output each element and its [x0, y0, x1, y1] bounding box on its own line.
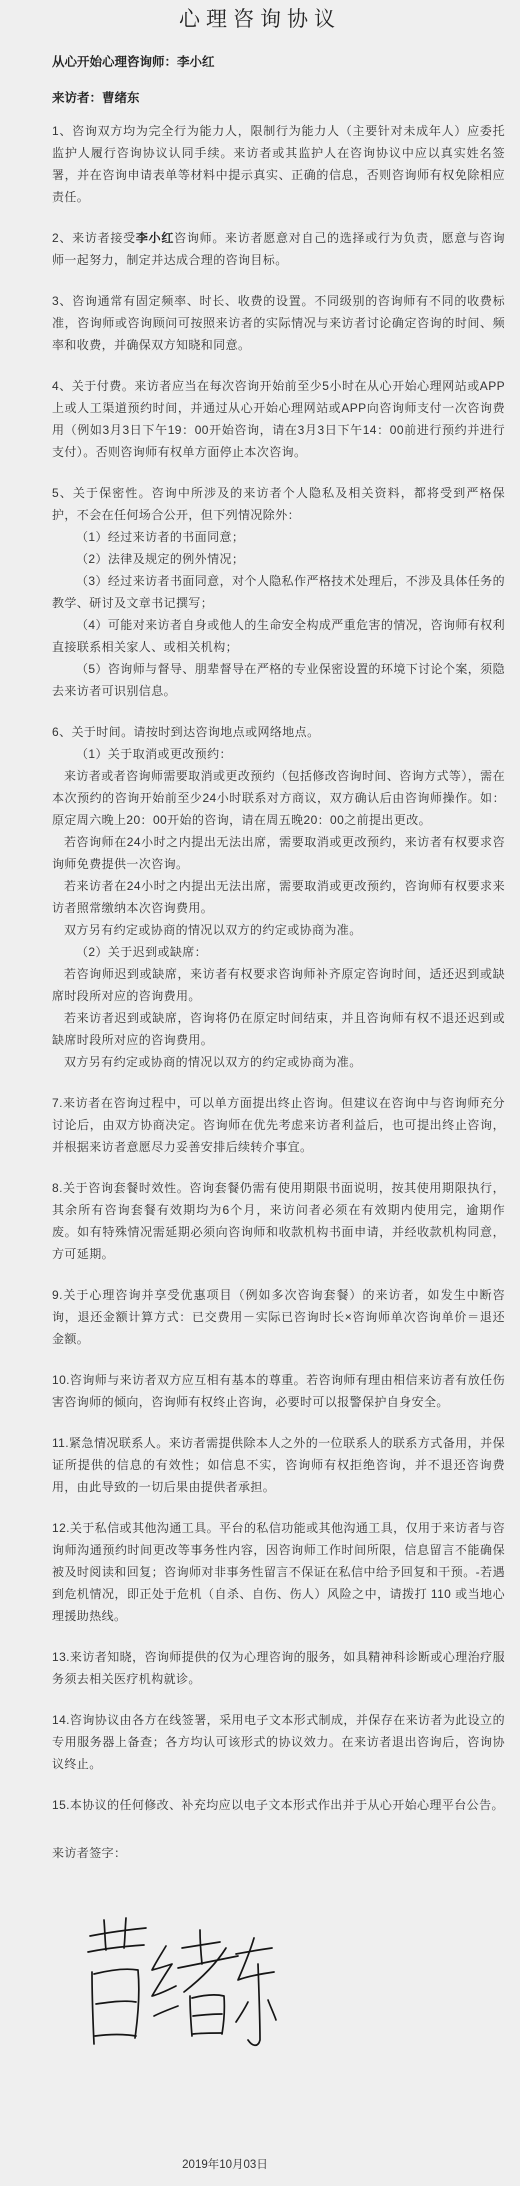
- signature-stroke: [154, 2006, 178, 2016]
- clause-text: 6、关于时间。请按时到达咨询地点或网络地点。: [52, 725, 320, 739]
- clause-text: 5、关于保密性。咨询中所涉及的来访者个人隐私及相关资料，都将受到严格保护，不会在任何场合公开，但下列情况除外：: [52, 486, 505, 522]
- subsection-paragraph: 若来访者迟到或缺席，咨询将仍在原定时间结束，并且咨询师有权不退还迟到或缺席时段所对应的咨询费用。: [52, 1011, 505, 1047]
- handwritten-signature: [80, 1912, 280, 2057]
- clause-text: 9.关于心理咨询并享受优惠项目（例如多次咨询套餐）的来访者，如发生中断咨询，退还金额计算方式：已交费用－实际已咨询时长×咨询师单次咨询单价＝退还金额。: [52, 1288, 505, 1346]
- signature-stroke: [268, 2000, 276, 2020]
- clause-5: [52, 482, 505, 702]
- signature-stroke: [124, 1918, 126, 1948]
- signature-stroke: [236, 2002, 248, 2022]
- clause-9: [52, 1284, 505, 1350]
- confidentiality-exception-2: （2）法律及规定的例外情况；: [76, 552, 245, 566]
- counselor-line: 从心开始心理咨询师：李小红: [52, 55, 215, 69]
- subsection-heading-late: （2）关于迟到或缺席：: [76, 945, 208, 959]
- clause-1: [52, 120, 505, 208]
- signature-stroke: [178, 1956, 238, 1968]
- clause-text: 3、咨询通常有固定频率、时长、收费的设置。不同级别的咨询师有不同的收费标准，咨询师或咨询顾问可按照来访者的实际情况与来访者讨论确定咨询的时间、频率和收费，并确保双方知晓和同意。: [52, 294, 505, 352]
- subsection-paragraph: 若咨询师在24小时之内提出无法出席，需要取消或更改预约，来访者有权要求咨询师免费提供一次咨询。: [52, 835, 505, 871]
- subsection-paragraph: 若来访者在24小时之内提出无法出席，需要取消或更改预约，咨询师有权要求来访者照常缴纳本次咨询费用。: [52, 879, 505, 915]
- clause-15: [52, 1794, 505, 1816]
- clause-text: 4、关于付费。来访者应当在每次咨询开始前至少5小时在从心开始心理网站或APP上或人工渠道预约时间，并通过从心开始心理网站或APP向咨询师支付一次咨询费用（例如3月3日下午19：00开始咨询，请在3月3日下午14：00前进行预约并进行支付）。否则咨询师有权单方面停止本次咨询。: [52, 379, 505, 459]
- signature-stroke: [92, 1972, 94, 2044]
- signature-stroke: [96, 2001, 136, 2004]
- clause-3: [52, 290, 505, 356]
- counselor-name: 李小红: [135, 231, 175, 245]
- signature-stroke: [90, 1928, 146, 1936]
- clause-10: [52, 1369, 505, 1413]
- clause-12: [52, 1517, 505, 1627]
- subsection-heading-cancel: （1）关于取消或更改预约：: [76, 747, 232, 761]
- confidentiality-exception-3: （3）经过来访者书面同意，对个人隐私作严格技术处理后，不涉及具体任务的教学、研讨及文章书记撰写；: [52, 574, 505, 610]
- clause-text: 10.咨询师与来访者双方应互相有基本的尊重。若咨询师有理由相信来访者有放任伤害咨询师的倾向，咨询师有权终止咨询，必要时可以报警保护自身安全。: [52, 1373, 505, 1409]
- clause-text: 7.来访者在咨询过程中，可以单方面提出终止咨询。但建议在咨询中与咨询师充分讨论后，由双方协商决定。咨询师在优先考虑来访者利益后，也可提出终止咨询，并根据来访者意愿尽力妥善安排后续转介事宜。: [52, 1096, 505, 1154]
- signature-stroke: [200, 1930, 202, 1964]
- subsection-paragraph: 双方另有约定或协商的情况以双方的约定或协商为准。: [64, 1055, 362, 1069]
- signature-stroke: [88, 1945, 144, 1952]
- confidentiality-exception-4: （4）可能对来访者自身或他人的生命安全构成严重危害的情况，咨询师有权利直接联系相关家人、或相关机构；: [52, 618, 505, 654]
- document-title: 心理咨询协议: [179, 8, 341, 31]
- clause-6: [52, 721, 505, 1073]
- clause-text-prefix: 2、来访者接受: [52, 231, 136, 245]
- signing-date: 2019年10月03日: [182, 2159, 268, 2171]
- signature-label: 来访者签字：: [52, 1846, 127, 1860]
- subsection-paragraph: 来访者或者咨询师需要取消或更改预约（包括修改咨询时间、咨询方式等），需在本次预约的咨询开始前至少24小时联系对方商议，双方确认后由咨询师操作。如：原定周六晚上20：00开始的咨询，请在周五晚20：00之前提出更改。: [52, 769, 505, 827]
- clause-text: 14.咨询协议由各方在线签署，采用电子文本形式制成，并保存在来访者为此设立的专用服务器上备查；各方均认可该形式的协议效力。在来访者退出咨询后，咨询协议终止。: [52, 1713, 505, 1771]
- clause-8: [52, 1177, 505, 1265]
- clause-text: 15.本协议的任何修改、补充均应以电子文本形式作出并于从心开始心理平台公告。: [52, 1798, 504, 1812]
- clause-text: 12.关于私信或其他沟通工具。平台的私信功能或其他沟通工具，仅用于来访者与咨询师沟通预约时间更改等事务性内容，因咨询师工作时间所限，信息留言不能确保被及时阅读和回复；咨询师对非事务性留言不保证在私信中给予回复和干预。-若遇到危机情况，即正处于危机（自杀、自伤、伤人）风险之中，请拨打 110 或当地心理援助热线。: [52, 1521, 505, 1623]
- clause-text: 11.紧急情况联系人。来访者需提供除本人之外的一位联系人的联系方式备用，并保证所提供的信息的有效性；如信息不实，咨询师有权拒绝咨询，并不退还咨询费用，由此导致的一切后果由提供者承担。: [52, 1436, 505, 1494]
- signature-stroke: [193, 2033, 222, 2034]
- confidentiality-exception-5: （5）咨询师与督导、朋辈督导在严格的专业保密设置的环境下讨论个案，须隐去来访者可识别信息。: [52, 662, 505, 698]
- clause-text: 8.关于咨询套餐时效性。咨询套餐仍需有使用期限书面说明，按其使用期限执行，其余所有咨询套餐有效期均为6个月，来访问者必须在有效期内使用完，逾期作废。如有特殊情况需延期必须向咨询师和收款机构书面申请，并经收款机构同意，方可延期。: [52, 1181, 505, 1261]
- confidentiality-exception-1: （1）经过来访者的书面同意；: [76, 530, 245, 544]
- clause-11: [52, 1432, 505, 1498]
- subsection-paragraph: 双方另有约定或协商的情况以双方的约定或协商为准。: [64, 923, 362, 937]
- signature-stroke: [95, 2035, 136, 2037]
- clause-text: 13.来访者知晓，咨询师提供的仅为心理咨询的服务，如具精神科诊断或心理治疗服务须去相关医疗机构就诊。: [52, 1650, 505, 1686]
- clause-text: 1、咨询双方均为完全行为能力人，限制行为能力人（主要针对未成年人）应委托监护人履行咨询协议认同手续。来访者或其监护人在咨询协议中应以真实姓名签署，并在咨询申请表单等材料中提示真实、正确的信息，否则咨询师有权免除相应责任。: [52, 124, 505, 204]
- signature-stroke: [184, 1948, 226, 1992]
- signature-stroke: [238, 1938, 274, 1980]
- clause-13: [52, 1646, 505, 1690]
- clause-7: [52, 1092, 505, 1158]
- clause-2: [52, 227, 505, 271]
- client-line: 来访者：曹绪东: [52, 91, 140, 105]
- clause-4: [52, 375, 505, 463]
- subsection-paragraph: 若咨询师迟到或缺席，来访者有权要求咨询师补齐原定咨询时间，适还迟到或缺席时段所对应的咨询费用。: [52, 967, 505, 1003]
- clause-text: [52, 227, 505, 271]
- signature-stroke: [104, 1920, 106, 1950]
- clause-14: [52, 1709, 505, 1775]
- signature-stroke: [193, 2014, 222, 2016]
- clause-text-suffix: 咨询师。来访者愿意对自己的选择或行为负责，愿意与咨询师一起努力，制定并达成合理的咨询目标。: [52, 231, 506, 267]
- signature-stroke: [236, 1948, 272, 1954]
- signature-stroke: [190, 1996, 192, 2036]
- signature-stroke: [152, 1946, 176, 1996]
